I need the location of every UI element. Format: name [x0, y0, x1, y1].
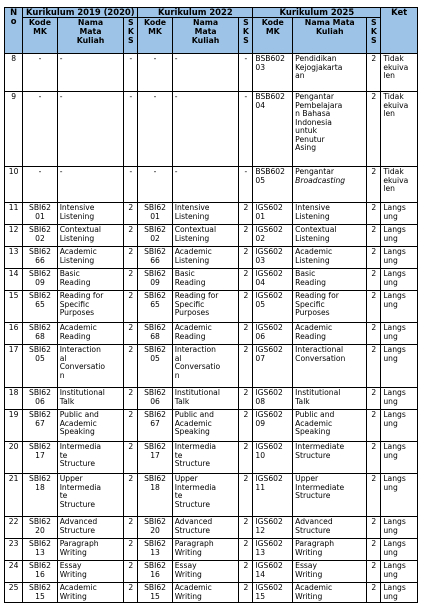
kode-mk-2022: SBI62 05	[138, 345, 172, 388]
header-sks-2025: S K S	[367, 18, 381, 54]
nama-mk-2019: Interaction al Conversatio n	[57, 345, 124, 388]
nama-mk-2025	[293, 167, 367, 203]
sks-2025: 2	[367, 345, 381, 388]
nama-mk-2022: Academic Reading	[172, 323, 239, 345]
header-kode-2019: Kode MK	[23, 18, 57, 54]
kode-mk-2025: IGS602 13	[253, 539, 293, 561]
nama-mk-2025: Paragraph Writing	[293, 539, 367, 561]
nama-mk-2022: Academic Listening	[172, 247, 239, 269]
table-row	[5, 323, 418, 345]
table-row	[5, 269, 418, 291]
kode-mk-2025: BSB602 03	[253, 54, 293, 92]
nama-mk-2019: Institutional Talk	[57, 388, 124, 410]
kode-mk-2019: SBI62 68	[23, 323, 57, 345]
sks-2025: 2	[367, 517, 381, 539]
nama-mk-2019: Intensive Listening	[57, 203, 124, 225]
kode-mk-2019: SBI62 13	[23, 539, 57, 561]
sks-2025: 2	[367, 291, 381, 323]
kode-mk-2019: SBI62 15	[23, 583, 57, 603]
keterangan: Tidak ekuiva len	[381, 92, 418, 167]
sks-2022: 2	[239, 345, 253, 388]
kode-mk-2019: -	[23, 92, 57, 167]
sks-2019: 2	[124, 442, 138, 474]
row-number: 12	[5, 225, 23, 247]
sks-2025: 2	[367, 442, 381, 474]
keterangan: Tidak ekuiva len	[381, 167, 418, 203]
nama-mk-2025: Advanced Structure	[293, 517, 367, 539]
keterangan: Langs ung	[381, 247, 418, 269]
nama-mk-2022: -	[172, 54, 239, 92]
nama-mk-2025-line2: Broadcasting	[295, 175, 346, 185]
table-row	[5, 92, 418, 167]
sks-2022: 2	[239, 539, 253, 561]
header-nama-2022: Nama Mata Kuliah	[172, 18, 239, 54]
sks-2022: 2	[239, 225, 253, 247]
table-row	[5, 517, 418, 539]
nama-mk-2025: Public and Academic Speaking	[293, 410, 367, 442]
sks-2019: 2	[124, 203, 138, 225]
sks-2025: 2	[367, 247, 381, 269]
sks-2019: 2	[124, 269, 138, 291]
nama-mk-2019: Academic Writing	[57, 583, 124, 603]
nama-mk-2022: Essay Writing	[172, 561, 239, 583]
table-row	[5, 388, 418, 410]
header-no: N o	[5, 8, 23, 54]
row-number: 10	[5, 167, 23, 203]
kode-mk-2022: SBI62 15	[138, 583, 172, 603]
sks-2019: 2	[124, 323, 138, 345]
sks-2022: 2	[239, 388, 253, 410]
sks-2019: 2	[124, 388, 138, 410]
kode-mk-2022: SBI62 67	[138, 410, 172, 442]
table-row	[5, 583, 418, 603]
kode-mk-2022: SBI62 66	[138, 247, 172, 269]
nama-mk-2025: Intensive Listening	[293, 203, 367, 225]
nama-mk-2019: Basic Reading	[57, 269, 124, 291]
sks-2019: 2	[124, 291, 138, 323]
kode-mk-2025: IGS602 05	[253, 291, 293, 323]
row-number: 22	[5, 517, 23, 539]
sks-2019: 2	[124, 247, 138, 269]
sks-2022: 2	[239, 203, 253, 225]
sks-2019: 2	[124, 517, 138, 539]
keterangan: Langs ung	[381, 442, 418, 474]
curriculum-equivalence-table	[4, 7, 418, 603]
sks-2025: 2	[367, 474, 381, 517]
sks-2025: 2	[367, 54, 381, 92]
nama-mk-2025: Interactional Conversation	[293, 345, 367, 388]
sks-2019: -	[124, 167, 138, 203]
nama-mk-2019: Academic Listening	[57, 247, 124, 269]
kode-mk-2022: SBI62 13	[138, 539, 172, 561]
nama-mk-2025: Essay Writing	[293, 561, 367, 583]
sks-2019: 2	[124, 225, 138, 247]
nama-mk-2022: Intensive Listening	[172, 203, 239, 225]
keterangan: Langs ung	[381, 291, 418, 323]
sks-2022: 2	[239, 583, 253, 603]
nama-mk-2022: Contextual Listening	[172, 225, 239, 247]
kode-mk-2019: SBI62 18	[23, 474, 57, 517]
row-number: 15	[5, 291, 23, 323]
kode-mk-2025: IGS602 09	[253, 410, 293, 442]
kode-mk-2025: IGS602 01	[253, 203, 293, 225]
kode-mk-2022: SBI62 68	[138, 323, 172, 345]
sks-2022: 2	[239, 474, 253, 517]
sks-2019: -	[124, 54, 138, 92]
header-kurikulum-2019: Kurikulum 2019 (2020)	[23, 8, 138, 18]
kode-mk-2022: SBI62 65	[138, 291, 172, 323]
sks-2022: 2	[239, 410, 253, 442]
sks-2022: 2	[239, 442, 253, 474]
kode-mk-2019: SBI62 01	[23, 203, 57, 225]
header-sks-2022: S K S	[239, 18, 253, 54]
table-row	[5, 474, 418, 517]
sks-2025: 2	[367, 225, 381, 247]
table-row	[5, 54, 418, 92]
keterangan: Langs ung	[381, 323, 418, 345]
nama-mk-2025: Basic Reading	[293, 269, 367, 291]
sks-2019: 2	[124, 561, 138, 583]
nama-mk-2019: Essay Writing	[57, 561, 124, 583]
table-row	[5, 539, 418, 561]
table-row	[5, 247, 418, 269]
nama-mk-2019: Upper Intermedia te Structure	[57, 474, 124, 517]
keterangan: Langs ung	[381, 583, 418, 603]
header-kode-2025: Kode MK	[253, 18, 293, 54]
row-number: 8	[5, 54, 23, 92]
kode-mk-2025: IGS602 04	[253, 269, 293, 291]
nama-mk-2022: Advanced Structure	[172, 517, 239, 539]
kode-mk-2022: SBI62 02	[138, 225, 172, 247]
kode-mk-2022: SBI62 16	[138, 561, 172, 583]
row-number: 16	[5, 323, 23, 345]
kode-mk-2022: SBI62 18	[138, 474, 172, 517]
sks-2022: -	[239, 92, 253, 167]
kode-mk-2019: SBI62 65	[23, 291, 57, 323]
row-number: 9	[5, 92, 23, 167]
kode-mk-2025: IGS602 12	[253, 517, 293, 539]
keterangan: Langs ung	[381, 517, 418, 539]
sks-2025: 2	[367, 92, 381, 167]
keterangan: Langs ung	[381, 203, 418, 225]
table-row	[5, 225, 418, 247]
nama-mk-2022: Academic Writing	[172, 583, 239, 603]
sks-2022: -	[239, 54, 253, 92]
nama-mk-2022: Interaction al Conversatio n	[172, 345, 239, 388]
kode-mk-2022: -	[138, 92, 172, 167]
nama-mk-2022: Paragraph Writing	[172, 539, 239, 561]
sks-2022: -	[239, 167, 253, 203]
kode-mk-2022: SBI62 17	[138, 442, 172, 474]
nama-mk-2025: Contextual Listening	[293, 225, 367, 247]
table-body	[5, 54, 418, 603]
kode-mk-2025: IGS602 11	[253, 474, 293, 517]
kode-mk-2019: SBI62 66	[23, 247, 57, 269]
kode-mk-2019: SBI62 06	[23, 388, 57, 410]
row-number: 18	[5, 388, 23, 410]
nama-mk-2025: Reading for Specific Purposes	[293, 291, 367, 323]
row-number: 25	[5, 583, 23, 603]
kode-mk-2022: -	[138, 167, 172, 203]
nama-mk-2025-line1: Pengantar	[295, 167, 334, 177]
nama-mk-2025: Academic Reading	[293, 323, 367, 345]
sks-2025: 2	[367, 561, 381, 583]
kode-mk-2019: SBI62 02	[23, 225, 57, 247]
nama-mk-2019: Reading for Specific Purposes	[57, 291, 124, 323]
header-nama-2025: Nama Mata Kuliah	[293, 18, 367, 54]
kode-mk-2025: IGS602 03	[253, 247, 293, 269]
nama-mk-2025: Pengantar Pembelajara n Bahasa Indonesia untuk Penutur Asing	[293, 92, 367, 167]
nama-mk-2025: Institutional Talk	[293, 388, 367, 410]
kode-mk-2022: SBI62 01	[138, 203, 172, 225]
kode-mk-2019: SBI62 05	[23, 345, 57, 388]
row-number: 24	[5, 561, 23, 583]
kode-mk-2019: SBI62 09	[23, 269, 57, 291]
kode-mk-2019: -	[23, 54, 57, 92]
nama-mk-2022: Basic Reading	[172, 269, 239, 291]
kode-mk-2025: IGS602 14	[253, 561, 293, 583]
sks-2019: -	[124, 92, 138, 167]
nama-mk-2019: Public and Academic Speaking	[57, 410, 124, 442]
nama-mk-2019: Contextual Listening	[57, 225, 124, 247]
row-number: 19	[5, 410, 23, 442]
header-kode-2022: Kode MK	[138, 18, 172, 54]
nama-mk-2019: -	[57, 92, 124, 167]
keterangan: Langs ung	[381, 345, 418, 388]
table-row	[5, 442, 418, 474]
sks-2019: 2	[124, 474, 138, 517]
kode-mk-2019: SBI62 20	[23, 517, 57, 539]
curriculum-page	[4, 7, 418, 603]
keterangan: Tidak ekuiva len	[381, 54, 418, 92]
keterangan: Langs ung	[381, 388, 418, 410]
sks-2022: 2	[239, 561, 253, 583]
header-nama-2019: Nama Mata Kuliah	[57, 18, 124, 54]
kode-mk-2019: SBI62 67	[23, 410, 57, 442]
kode-mk-2025: IGS602 08	[253, 388, 293, 410]
sks-2019: 2	[124, 410, 138, 442]
sks-2025: 2	[367, 269, 381, 291]
header-sks-2019: S K S	[124, 18, 138, 54]
nama-mk-2022: Institutional Talk	[172, 388, 239, 410]
header-kurikulum-2022: Kurikulum 2022	[138, 8, 253, 18]
nama-mk-2025: Intermediate Structure	[293, 442, 367, 474]
sks-2025: 2	[367, 583, 381, 603]
nama-mk-2022: -	[172, 167, 239, 203]
kode-mk-2019: -	[23, 167, 57, 203]
sks-2022: 2	[239, 291, 253, 323]
row-number: 14	[5, 269, 23, 291]
nama-mk-2025: Academic Writing	[293, 583, 367, 603]
nama-mk-2025: Academic Listening	[293, 247, 367, 269]
nama-mk-2019: Intermedia te Structure	[57, 442, 124, 474]
kode-mk-2022: SBI62 09	[138, 269, 172, 291]
row-number: 23	[5, 539, 23, 561]
kode-mk-2025: BSB602 04	[253, 92, 293, 167]
sks-2025: 2	[367, 539, 381, 561]
table-row	[5, 345, 418, 388]
sks-2025: 2	[367, 323, 381, 345]
table-row	[5, 291, 418, 323]
keterangan: Langs ung	[381, 474, 418, 517]
sks-2025: 2	[367, 410, 381, 442]
kode-mk-2019: SBI62 17	[23, 442, 57, 474]
kode-mk-2025: IGS602 07	[253, 345, 293, 388]
row-number: 21	[5, 474, 23, 517]
kode-mk-2025: IGS602 02	[253, 225, 293, 247]
row-number: 13	[5, 247, 23, 269]
sks-2019: 2	[124, 345, 138, 388]
kode-mk-2022: -	[138, 54, 172, 92]
table-row	[5, 203, 418, 225]
sks-2022: 2	[239, 247, 253, 269]
nama-mk-2019: Advanced Structure	[57, 517, 124, 539]
row-number: 20	[5, 442, 23, 474]
kode-mk-2025: BSB602 05	[253, 167, 293, 203]
kode-mk-2025: IGS602 10	[253, 442, 293, 474]
row-number: 17	[5, 345, 23, 388]
kode-mk-2022: SBI62 06	[138, 388, 172, 410]
kode-mk-2025: IGS602 06	[253, 323, 293, 345]
keterangan: Langs ung	[381, 561, 418, 583]
nama-mk-2025: Upper Intermediate Structure	[293, 474, 367, 517]
sks-2025: 2	[367, 388, 381, 410]
nama-mk-2019: -	[57, 54, 124, 92]
nama-mk-2022: Public and Academic Speaking	[172, 410, 239, 442]
table-row	[5, 167, 418, 203]
sks-2022: 2	[239, 517, 253, 539]
nama-mk-2022: -	[172, 92, 239, 167]
sks-2022: 2	[239, 323, 253, 345]
keterangan: Langs ung	[381, 225, 418, 247]
row-number: 11	[5, 203, 23, 225]
nama-mk-2022: Upper Intermedia te Structure	[172, 474, 239, 517]
sks-2019: 2	[124, 583, 138, 603]
table-row	[5, 561, 418, 583]
keterangan: Langs ung	[381, 410, 418, 442]
sks-2025: 2	[367, 167, 381, 203]
keterangan: Langs ung	[381, 539, 418, 561]
nama-mk-2019: Paragraph Writing	[57, 539, 124, 561]
header-ket: Ket	[381, 8, 418, 54]
table-row	[5, 410, 418, 442]
keterangan: Langs ung	[381, 269, 418, 291]
sks-2022: 2	[239, 269, 253, 291]
nama-mk-2022: Reading for Specific Purposes	[172, 291, 239, 323]
kode-mk-2022: SBI62 20	[138, 517, 172, 539]
sks-2019: 2	[124, 539, 138, 561]
header-kurikulum-2025: Kurikulum 2025	[253, 8, 381, 18]
sks-2025: 2	[367, 203, 381, 225]
nama-mk-2025: Pendidikan Kejogjakarta an	[293, 54, 367, 92]
nama-mk-2019: Academic Reading	[57, 323, 124, 345]
nama-mk-2019: -	[57, 167, 124, 203]
kode-mk-2025: IGS602 15	[253, 583, 293, 603]
nama-mk-2022: Intermedia te Structure	[172, 442, 239, 474]
kode-mk-2019: SBI62 16	[23, 561, 57, 583]
